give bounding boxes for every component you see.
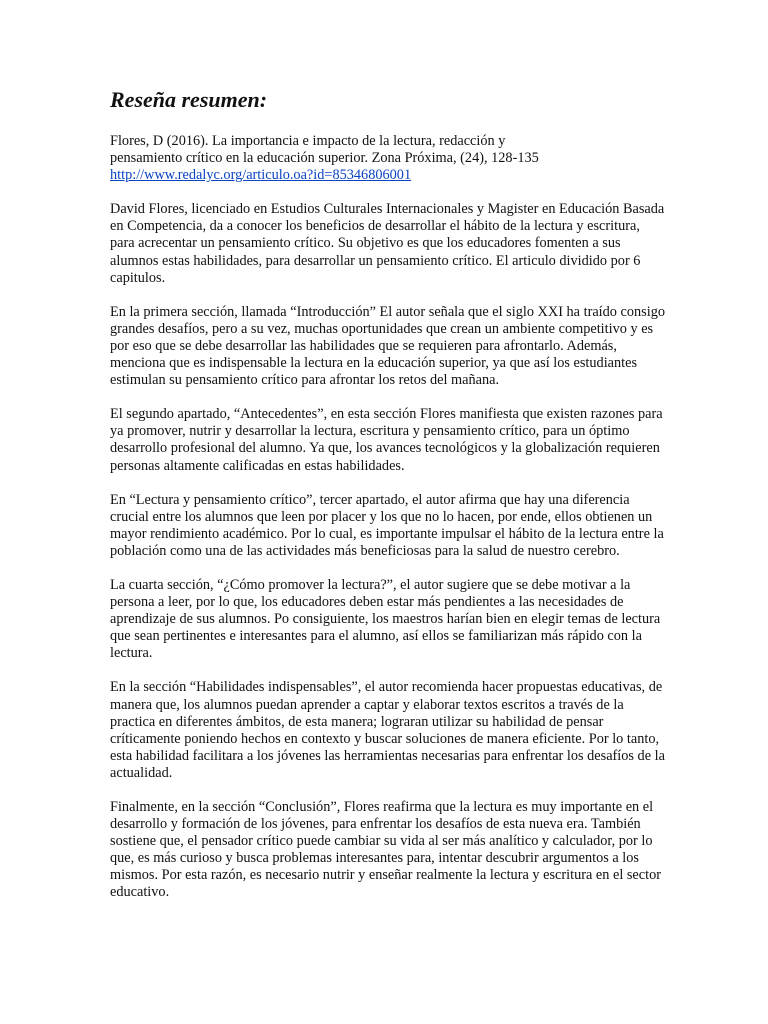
paragraph-introduccion: En la primera sección, llamada “Introducción” El autor señala que el siglo XXI ha traído consigo grandes desafíos, pero a su vez, muchas oportunidades que crean un ambiente competitivo y es por eso que se debe desarrollar las habilidades que se requieren para afrontarlo. Además, menciona que es indispensable la lectura en la educación superior, ya que así los estudiantes estimulan su pensamiento crítico para afrontar los retos del mañana. (110, 303, 665, 389)
paragraph-lectura-pensamiento: En “Lectura y pensamiento crítico”, tercer apartado, el autor afirma que hay una diferencia crucial entre los alumnos que leen por placer y los que no lo hacen, por ende, ellos obtienen un mayor rendimiento académico. Por lo cual, es importante impulsar el hábito de la lectura entre la población como una de las actividades más beneficiosas para la salud de nuestro cerebro. (110, 491, 664, 559)
article-link[interactable]: http://www.redalyc.org/articulo.oa?id=85346806001 (110, 167, 412, 184)
citation (110, 133, 668, 184)
paragraph-conclusion: Finalmente, en la sección “Conclusión”, Flores reafirma que la lectura es muy importante en el desarrollo y formación de los jóvenes, para enfrentar los desafíos de esta nueva era. También sostiene que, el pensador crítico puede cambiar su vida al ser más analítico y calculador, por lo que, es más curioso y busca problemas interesantes para, intentar descubrir argumentos a los mismos. Por esta razón, es necesario nutrir y enseñar realmente la lectura y escritura en el sector educativo. (110, 799, 661, 901)
paragraph-promover-lectura: La cuarta sección, “¿Cómo promover la lectura?”, el autor sugiere que se debe motivar a la persona a leer, por lo que, los educadores deben estar más pendientes a las necesidades de aprendizaje de sus alumnos. Po consiguiente, los maestros harían bien en elegir temas de lectura que sean pertinentes e interesantes para el alumno, así ellos se familiarizan más rápido con la lectura. (110, 576, 661, 662)
citation-line-2: pensamiento crítico en la educación superior. Zona Próxima, (24), 128-135 (110, 150, 539, 167)
paragraph-antecedentes: El segundo apartado, “Antecedentes”, en esta sección Flores manifiesta que existen razones para ya promover, nutrir y desarrollar la lectura, escritura y pensamiento crítico, para un óptimo desarrollo profesional del alumno. Ya que, los avances tecnológicos y la globalización requieren personas altamente calificadas en estas habilidades. (110, 406, 663, 474)
paragraph-intro: David Flores, licenciado en Estudios Culturales Internacionales y Magister en Educación Basada en Competencia, da a conocer los beneficios de desarrollar el hábito de la lectura y escritura, para acrecentar un pensamiento crítico. Su objetivo es que los educadores fomenten a sus alumnos estas habilidades, para desarrollar un pensamiento crítico. El articulo dividido por 6 capitulos. (110, 201, 665, 286)
document-title: Reseña resumen: (110, 87, 268, 112)
citation-line-1: Flores, D (2016). La importancia e impacto de la lectura, redacción y (110, 133, 506, 149)
paragraph-habilidades: En la sección “Habilidades indispensables”, el autor recomienda hacer propuestas educativas, de manera que, los alumnos puedan aprender a captar y elaborar textos escritos a través de la practica en diferentes ámbitos, de esta manera; lograran utilizar su habilidad de pensar críticamente poniendo hechos en contexto y buscar soluciones de manera eficiente. Por lo tanto, esta habilidad facilitara a los jóvenes las herramientas necesarias para enfrentar los desafíos de la actualidad. (110, 679, 665, 781)
